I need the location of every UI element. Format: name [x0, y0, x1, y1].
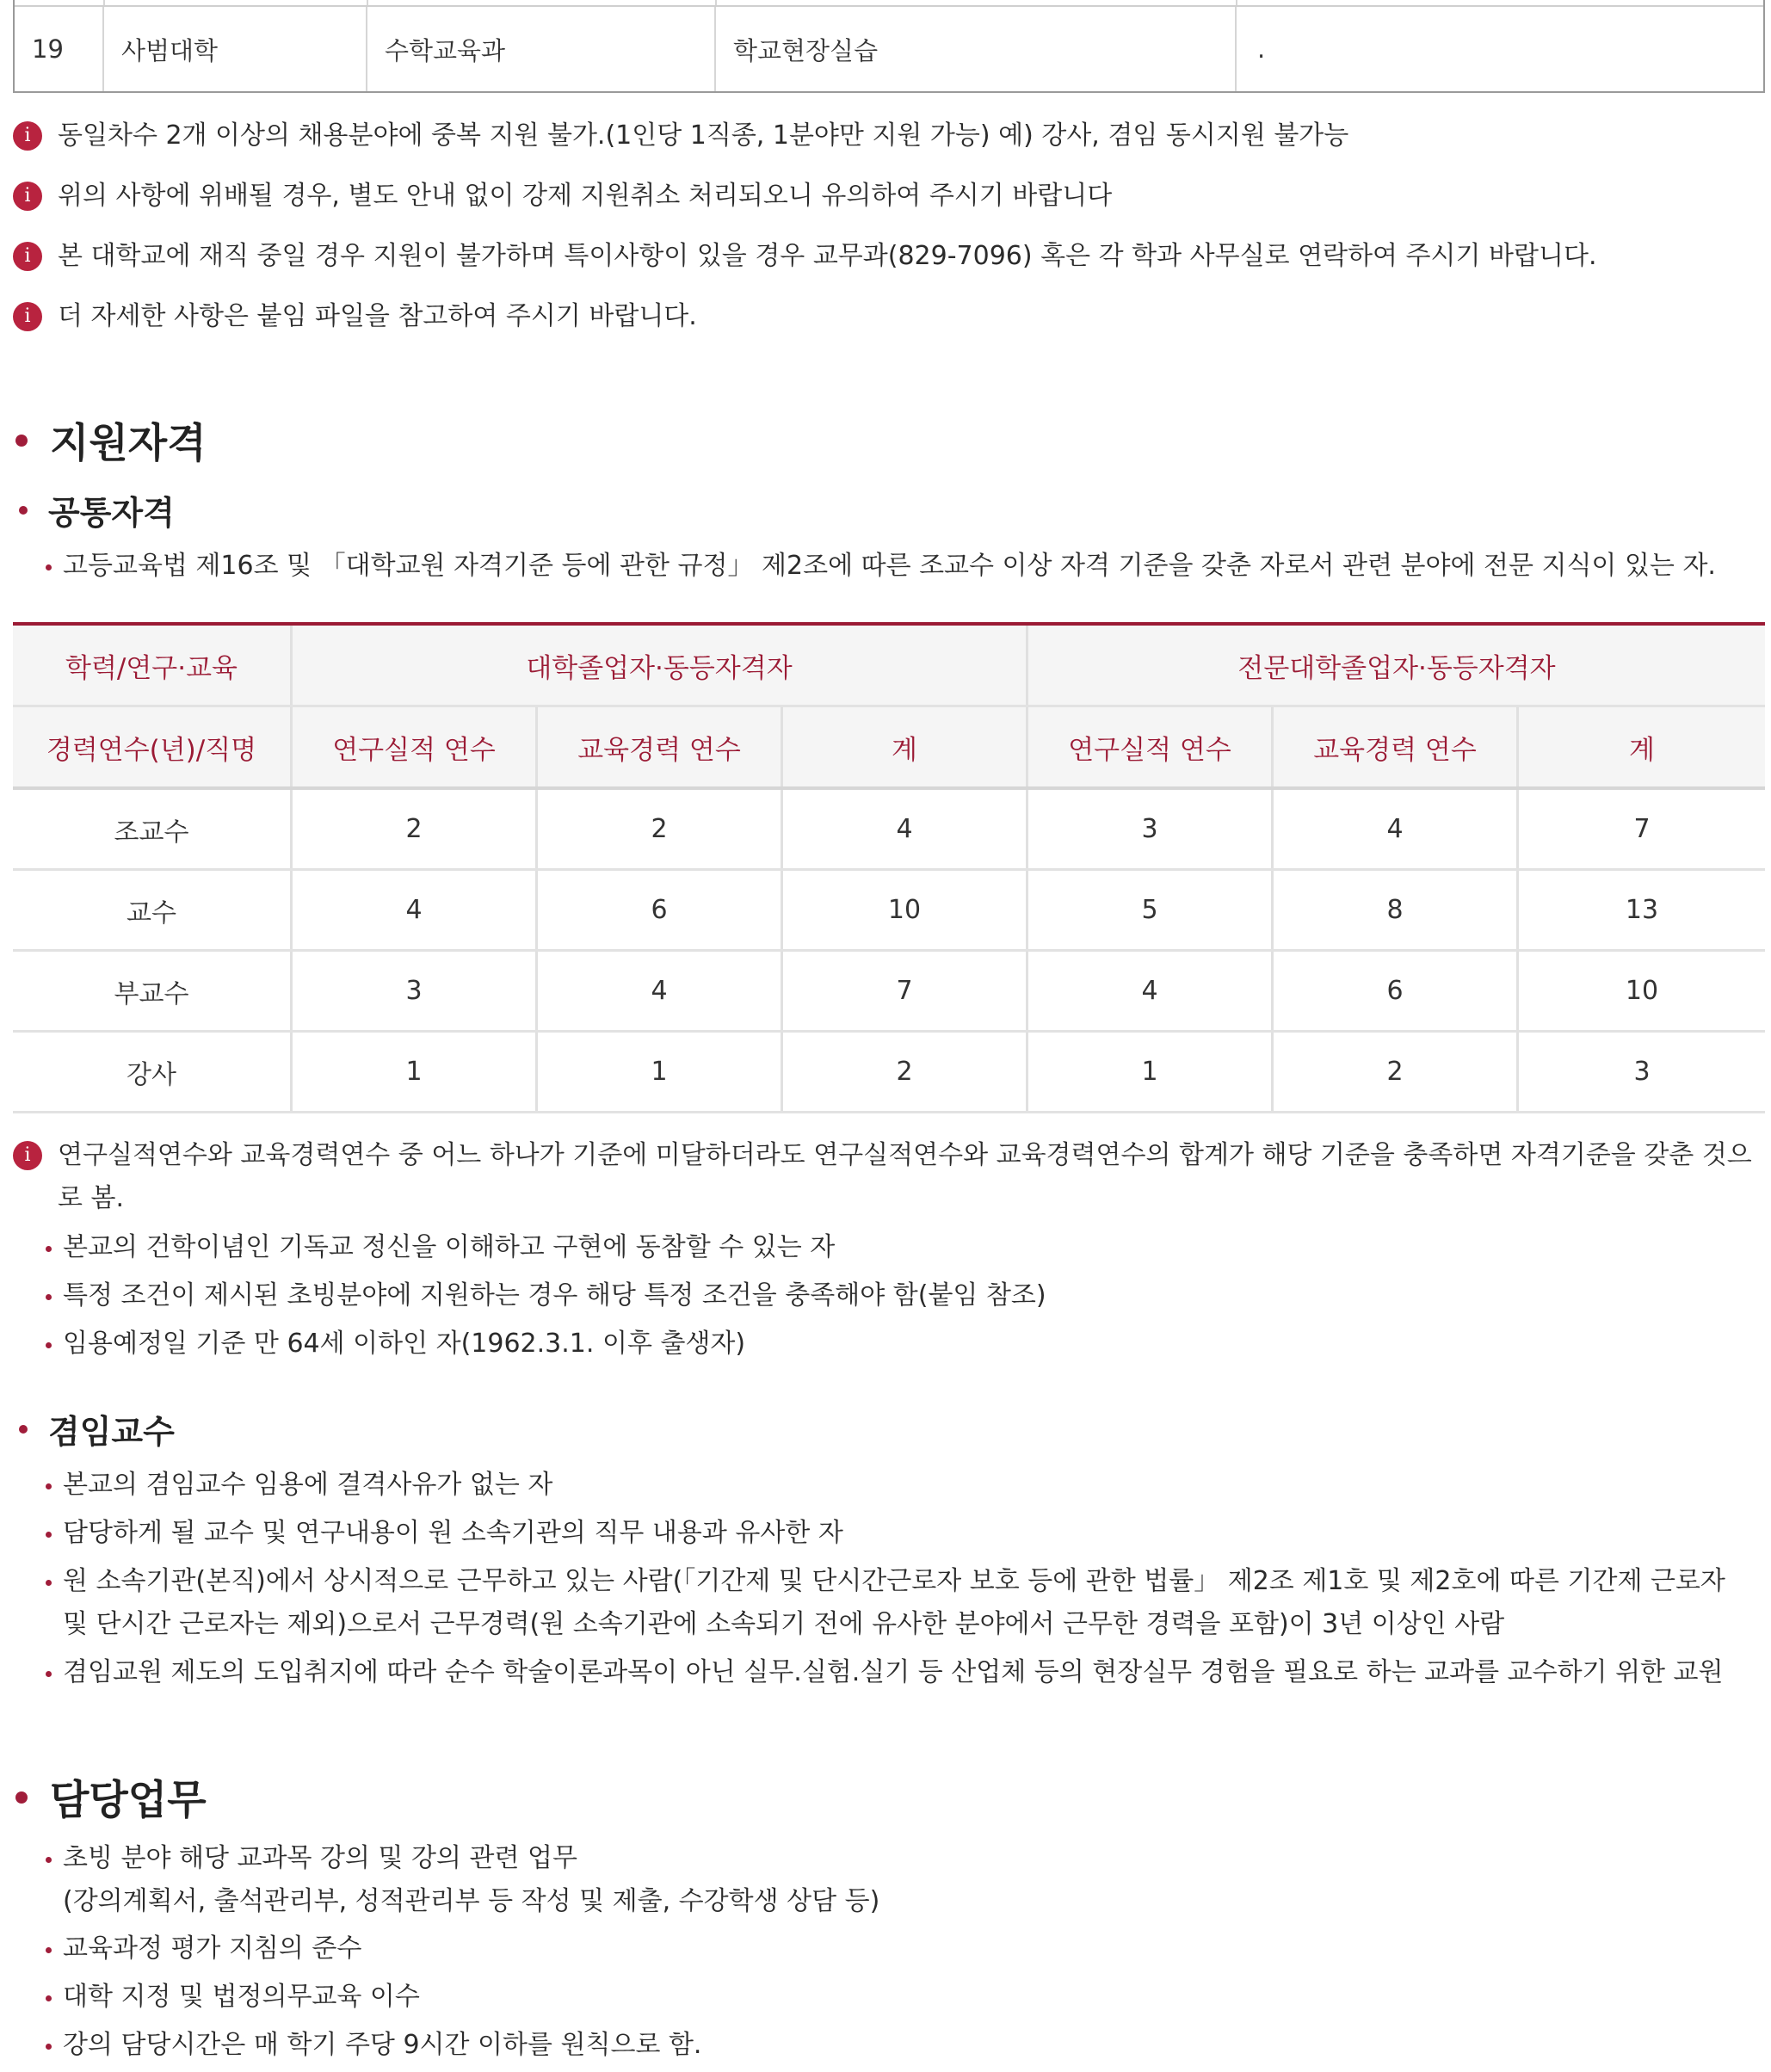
value-cell: 2 — [783, 1033, 1028, 1111]
value-cell: 4 — [783, 790, 1028, 868]
value-cell: 3 — [293, 952, 538, 1030]
info-icon: i — [13, 302, 42, 331]
bullet-dot-icon — [46, 2044, 52, 2050]
bullet-dot-icon — [46, 1294, 52, 1300]
bullet-dot-icon — [46, 1483, 52, 1489]
header-cell: 교육경력 연수 — [538, 707, 783, 786]
value-cell: 3 — [1028, 790, 1274, 868]
list-item: 본교의 건학이념인 기독교 정신을 이해하고 구현에 동참할 수 있는 자 — [46, 1226, 1741, 1269]
info-icon: i — [13, 242, 42, 271]
bullet-dot-icon — [46, 1342, 52, 1348]
table-row — [13, 871, 1765, 949]
header-cell: 연구실적 연수 — [293, 707, 538, 786]
value-cell: 3 — [1633, 1057, 1651, 1087]
value-cell: 7 — [1633, 814, 1651, 844]
value-cell: 4 — [293, 871, 538, 949]
value-cell: 2 — [538, 790, 783, 868]
notice-combined-years: i 연구실적연수와 교육경력연수 중 어느 하나가 기준에 미달하더라도 연구실적연수와 교육경력연수의 합계가 해당 기준을 충족하면 자격기준을 갖춘 것으로 봄. — [13, 1134, 1753, 1220]
value-cell: 6 — [538, 871, 783, 949]
subsection-title-common: 공통자격 — [19, 486, 175, 533]
bullet-dot-icon — [19, 506, 28, 515]
value-cell: 1 — [1028, 1033, 1274, 1111]
notice-attachment: i 더 자세한 사항은 붙임 파일을 참고하여 주시기 바랍니다. — [13, 295, 1770, 338]
table-row — [13, 952, 1765, 1030]
header-cell: 교육경력 연수 — [1274, 707, 1519, 786]
info-icon: i — [13, 182, 42, 211]
value-cell: 2 — [293, 790, 538, 868]
value-cell: 13 — [1625, 895, 1659, 925]
header-cell: 대학졸업자·동등자격자 — [293, 626, 1028, 705]
table-row — [13, 1033, 1765, 1111]
row-note: . — [1257, 34, 1266, 64]
rank-cell: 조교수 — [13, 790, 293, 868]
list-item: 임용예정일 기준 만 64세 이하인 자(1962.3.1. 이후 출생자) — [46, 1323, 1741, 1366]
table-header-row — [13, 626, 1765, 705]
bullet-dot-icon — [15, 1791, 28, 1804]
bullet-dot-icon — [46, 1947, 52, 1953]
info-icon: i — [13, 121, 42, 151]
value-cell: 10 — [1625, 976, 1659, 1006]
rank-cell: 부교수 — [13, 952, 293, 1030]
header-cell: 경력연수(년)/직명 — [13, 707, 293, 786]
row-college: 사범대학 — [104, 7, 367, 91]
subsection-title-adjunct: 겸임교수 — [19, 1405, 175, 1452]
qualification-table — [13, 622, 1765, 1119]
info-icon: i — [13, 1141, 42, 1170]
list-item: 강의 담당시간은 매 학기 주당 9시간 이하를 원칙으로 함. — [46, 2024, 1741, 2067]
table-header-row — [13, 707, 1765, 786]
list-item: 본교의 겸임교수 임용에 결격사유가 없는 자 — [46, 1464, 1741, 1507]
value-cell: 4 — [538, 952, 783, 1030]
header-cell: 학력/연구·교육 — [13, 626, 293, 705]
list-item: 원 소속기관(본직)에서 상시적으로 근무하고 있는 사람(「기간제 및 단시간근로자 보호 등에 관한 법률」 제2조 제1호 및 제2호에 따른 기간제 근로자 및 단시간 근로자는 제외)으로서 근무경력(원 소속기관에 소속되기 전에 유사한 분야에서 근무한 경력을 포함)이 3년 이상인 사람 — [46, 1560, 1749, 1646]
header-cell: 연구실적 연수 — [1028, 707, 1274, 786]
bullet-dot-icon — [19, 1425, 28, 1434]
bullet-dot-icon — [46, 564, 52, 570]
bullet-dot-icon — [46, 1995, 52, 2001]
rank-cell: 교수 — [13, 871, 293, 949]
notice-employed: i 본 대학교에 재직 중일 경우 지원이 불가하며 특이사항이 있을 경우 교무과(829-7096) 혹은 각 학과 사무실로 연락하여 주시기 바랍니다. — [13, 235, 1770, 278]
section-title-duties: 담당업무 — [15, 1768, 207, 1826]
list-item: 교육과정 평가 지침의 준수 — [46, 1927, 1741, 1970]
notice-violation: i 위의 사항에 위배될 경우, 별도 안내 없이 강제 지원취소 처리되오니 유의하여 주시기 바랍니다 — [13, 175, 1770, 218]
value-cell: 10 — [783, 871, 1028, 949]
table-row — [13, 790, 1765, 868]
value-cell: 2 — [1274, 1033, 1519, 1111]
bullet-dot-icon — [46, 1246, 52, 1252]
bullet-dot-icon — [15, 435, 28, 447]
bullet-dot-icon — [46, 1532, 52, 1538]
value-cell: 6 — [1274, 952, 1519, 1030]
value-cell: 4 — [1274, 790, 1519, 868]
value-cell: 8 — [1274, 871, 1519, 949]
rank-cell: 강사 — [13, 1033, 293, 1111]
header-cell: 계 — [1519, 707, 1765, 786]
notice-duplicate: i 동일차수 2개 이상의 채용분야에 중복 지원 불가.(1인당 1직종, 1분야만 지원 가능) 예) 강사, 겸임 동시지원 불가능 — [13, 114, 1770, 157]
header-cell: 계 — [783, 707, 1028, 786]
value-cell: 5 — [1028, 871, 1274, 949]
list-item: 고등교육법 제16조 및 「대학교원 자격기준 등에 관한 규정」 제2조에 따른 조교수 이상 자격 기준을 갖춘 자로서 관련 분야에 전문 지식이 있는 자. — [46, 545, 1741, 588]
row-field: 학교현장실습 — [716, 7, 1237, 91]
row-number: 19 — [15, 7, 104, 91]
bullet-dot-icon — [46, 1671, 52, 1677]
table-row — [15, 5, 1763, 91]
value-cell: 1 — [293, 1033, 538, 1111]
row-department: 수학교육과 — [367, 7, 716, 91]
value-cell: 7 — [783, 952, 1028, 1030]
list-item: 대학 지정 및 법정의무교육 이수 — [46, 1976, 1741, 2019]
list-item: 초빙 분야 해당 교과목 강의 및 강의 관련 업무 (강의계획서, 출석관리부, 성적관리부 등 작성 및 제출, 수강학생 상담 등) — [46, 1837, 1741, 1923]
section-title-qualification: 지원자격 — [15, 411, 207, 469]
value-cell: 1 — [538, 1033, 783, 1111]
list-item: 특정 조건이 제시된 초빙분야에 지원하는 경우 해당 특정 조건을 충족해야 함(붙임 참조) — [46, 1274, 1741, 1317]
value-cell: 4 — [1028, 952, 1274, 1030]
list-item: 담당하게 될 교수 및 연구내용이 원 소속기관의 직무 내용과 유사한 자 — [46, 1512, 1741, 1555]
list-item: 겸임교원 제도의 도입취지에 따라 순수 학술이론과목이 아닌 실무.실험.실기 등 산업체 등의 현장실무 경험을 필요로 하는 교과를 교수하기 위한 교원 — [46, 1651, 1741, 1694]
bullet-dot-icon — [46, 1857, 52, 1863]
header-cell: 전문대학졸업자·동등자격자 — [1028, 626, 1765, 705]
recruit-table-tail — [13, 0, 1765, 93]
bullet-dot-icon — [46, 1580, 52, 1586]
